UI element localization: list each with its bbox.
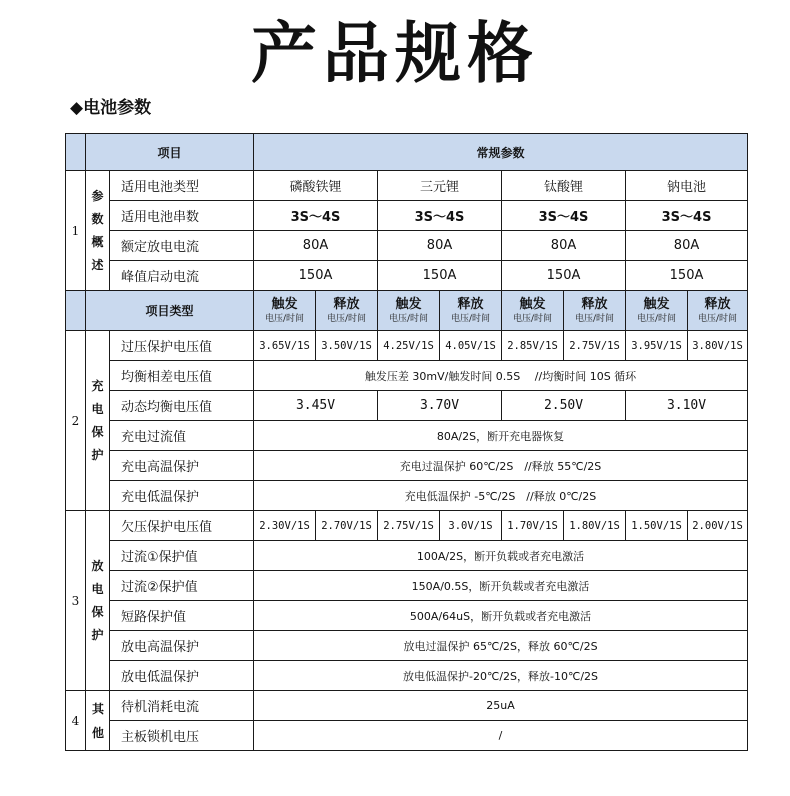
value-cell: 3.80V/1S	[688, 331, 748, 361]
subheader-item-type: 项目类型	[86, 291, 254, 331]
value-cell: 3.70V	[378, 391, 502, 421]
subheader-release: 释放 电压/时间	[440, 291, 502, 331]
subheader-release: 释放 电压/时间	[564, 291, 626, 331]
value-cell: /	[254, 721, 748, 751]
group-label: 其他	[86, 691, 110, 751]
group-number: 1	[66, 171, 86, 291]
value-cell: 3S～4S	[626, 201, 748, 231]
value-cell: 1.70V/1S	[502, 511, 564, 541]
value-cell: 1.80V/1S	[564, 511, 626, 541]
subheader-trigger: 触发 电压/时间	[626, 291, 688, 331]
table-row	[66, 481, 748, 511]
value-cell: 2.70V/1S	[316, 511, 378, 541]
row-label: 待机消耗电流	[110, 691, 254, 721]
battery-spec-table	[65, 133, 748, 751]
value-cell: 1.50V/1S	[626, 511, 688, 541]
value-cell: 80A	[254, 231, 378, 261]
row-label: 充电过流值	[110, 421, 254, 451]
value-cell: 3.95V/1S	[626, 331, 688, 361]
value-cell: 150A	[378, 261, 502, 291]
subheader-release: 释放 电压/时间	[688, 291, 748, 331]
subheader-release: 释放 电压/时间	[316, 291, 378, 331]
row-label: 过流①保护值	[110, 541, 254, 571]
value-cell: 2.30V/1S	[254, 511, 316, 541]
row-label: 适用电池串数	[110, 201, 254, 231]
table-header-row	[66, 134, 748, 171]
value-cell: 充电低温保护 -5℃/2S //释放 0℃/2S	[254, 481, 748, 511]
header-no-cell	[66, 134, 86, 171]
value-cell: 2.75V/1S	[378, 511, 440, 541]
value-cell: 150A	[254, 261, 378, 291]
value-cell: 3.0V/1S	[440, 511, 502, 541]
subheader-no-cell	[66, 291, 86, 331]
group-number: 4	[66, 691, 86, 751]
table-row	[66, 661, 748, 691]
value-cell: 150A/0.5S，断开负载或者充电激活	[254, 571, 748, 601]
value-cell: 80A	[378, 231, 502, 261]
row-label: 短路保护值	[110, 601, 254, 631]
table-row	[66, 201, 748, 231]
value-cell: 3.65V/1S	[254, 331, 316, 361]
value-cell: 500A/64uS，断开负载或者充电激活	[254, 601, 748, 631]
group-number: 3	[66, 511, 86, 691]
table-row	[66, 171, 748, 201]
table-row	[66, 451, 748, 481]
value-cell: 放电过温保护 65℃/2S，释放 60℃/2S	[254, 631, 748, 661]
row-label: 放电高温保护	[110, 631, 254, 661]
table-row	[66, 261, 748, 291]
value-cell: 磷酸铁锂	[254, 171, 378, 201]
group-label: 放电保护	[86, 511, 110, 691]
row-label: 放电低温保护	[110, 661, 254, 691]
row-label: 峰值启动电流	[110, 261, 254, 291]
value-cell: 2.75V/1S	[564, 331, 626, 361]
table-row	[66, 421, 748, 451]
subheader-row	[66, 291, 748, 331]
value-cell: 80A	[626, 231, 748, 261]
row-label: 均衡相差电压值	[110, 361, 254, 391]
header-item: 项目	[86, 134, 254, 171]
subheader-trigger: 触发 电压/时间	[254, 291, 316, 331]
row-label: 动态均衡电压值	[110, 391, 254, 421]
header-params: 常规参数	[254, 134, 748, 171]
value-cell: 25uA	[254, 691, 748, 721]
value-cell: 3S～4S	[254, 201, 378, 231]
value-cell: 80A	[502, 231, 626, 261]
value-cell: 4.05V/1S	[440, 331, 502, 361]
value-cell: 2.50V	[502, 391, 626, 421]
value-cell: 充电过温保护 60℃/2S //释放 55℃/2S	[254, 451, 748, 481]
row-label: 过压保护电压值	[110, 331, 254, 361]
value-cell: 钠电池	[626, 171, 748, 201]
value-cell: 3.45V	[254, 391, 378, 421]
page-title: 产品规格	[251, 15, 539, 92]
table-row	[66, 391, 748, 421]
table-row	[66, 631, 748, 661]
value-cell: 150A	[502, 261, 626, 291]
value-cell: 触发压差 30mV/触发时间 0.5S //均衡时间 10S 循环	[254, 361, 748, 391]
table-row	[66, 601, 748, 631]
value-cell: 3.10V	[626, 391, 748, 421]
row-label: 额定放电电流	[110, 231, 254, 261]
row-label: 适用电池类型	[110, 171, 254, 201]
section-title: ◆电池参数	[70, 98, 152, 118]
row-label: 充电高温保护	[110, 451, 254, 481]
row-label: 充电低温保护	[110, 481, 254, 511]
row-label: 主板锁机电压	[110, 721, 254, 751]
table-row	[66, 511, 748, 541]
table-row	[66, 571, 748, 601]
subheader-trigger: 触发 电压/时间	[378, 291, 440, 331]
table-row	[66, 541, 748, 571]
value-cell: 3.50V/1S	[316, 331, 378, 361]
value-cell: 2.85V/1S	[502, 331, 564, 361]
group-label: 参数概述	[86, 171, 110, 291]
table-row	[66, 361, 748, 391]
value-cell: 3S～4S	[378, 201, 502, 231]
value-cell: 钛酸锂	[502, 171, 626, 201]
value-cell: 三元锂	[378, 171, 502, 201]
value-cell: 80A/2S，断开充电器恢复	[254, 421, 748, 451]
value-cell: 3S～4S	[502, 201, 626, 231]
row-label: 过流②保护值	[110, 571, 254, 601]
value-cell: 100A/2S，断开负载或者充电激活	[254, 541, 748, 571]
table-row	[66, 721, 748, 751]
value-cell: 放电低温保护-20℃/2S，释放-10℃/2S	[254, 661, 748, 691]
group-number: 2	[66, 331, 86, 511]
value-cell: 2.00V/1S	[688, 511, 748, 541]
group-label: 充电保护	[86, 331, 110, 511]
table-row	[66, 331, 748, 361]
table-row	[66, 691, 748, 721]
value-cell: 150A	[626, 261, 748, 291]
subheader-trigger: 触发 电压/时间	[502, 291, 564, 331]
row-label: 欠压保护电压值	[110, 511, 254, 541]
table-row	[66, 231, 748, 261]
value-cell: 4.25V/1S	[378, 331, 440, 361]
